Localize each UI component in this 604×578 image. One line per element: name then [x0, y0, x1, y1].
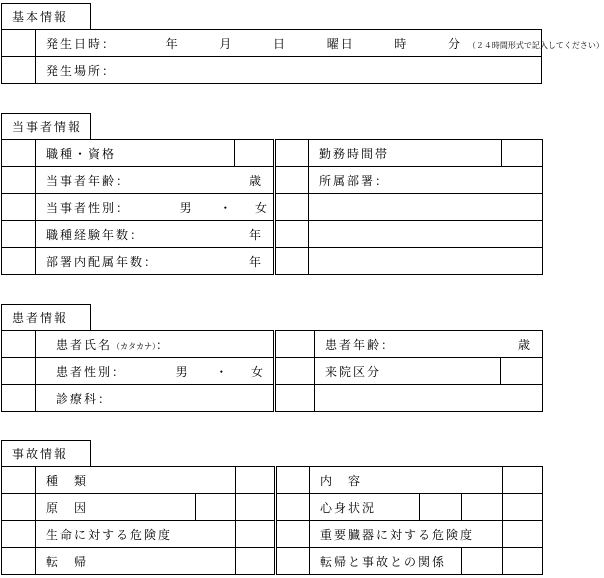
- value-tenki[interactable]: [236, 548, 276, 575]
- row-tenki: [2, 548, 543, 575]
- option-male[interactable]: 男: [175, 364, 190, 379]
- row-shinryouka: [2, 385, 543, 412]
- row-haizoku: [2, 248, 543, 275]
- label-shokushu-shikaku: 職種・資格: [36, 140, 235, 167]
- label-shurui: 種 類: [36, 467, 236, 494]
- label-raiin-kubun: 来院区分: [315, 358, 501, 385]
- field-toujisha-seibetsu[interactable]: [36, 194, 275, 221]
- label-kanja-nenrei: 患者年齢：: [325, 337, 396, 352]
- section-header-jiko: 事故情報: [1, 440, 91, 466]
- value-shinshin-1[interactable]: [420, 494, 462, 521]
- empty-cell-right-k3[interactable]: [315, 385, 543, 412]
- select-cell-naiyou[interactable]: [276, 467, 310, 494]
- select-cell-shokushu[interactable]: [2, 140, 36, 167]
- table-kanja: [1, 330, 543, 412]
- unit-sai: 歳: [248, 173, 263, 188]
- label-kanja-seibetsu: 患者性別：: [56, 364, 127, 379]
- value-shinshin-3[interactable]: [503, 494, 543, 521]
- section-header-kihon: 基本情報: [1, 3, 91, 29]
- row-shurui: [2, 467, 543, 494]
- table-toujisha: [1, 139, 543, 275]
- field-shinryouka[interactable]: [36, 385, 275, 412]
- value-kankei-2[interactable]: [503, 548, 543, 575]
- label-kankei: 転帰と事故との関係: [310, 548, 462, 575]
- section-header-kanja: 患者情報: [1, 304, 91, 330]
- row-keiken: [2, 221, 543, 248]
- row-kanja-shimei: [2, 331, 543, 358]
- unit-minute: 分: [448, 36, 463, 51]
- value-seimei-kikendo[interactable]: [236, 521, 276, 548]
- row-nenrei: [2, 167, 543, 194]
- label-toujisha-seibetsu: 当事者性別：: [46, 200, 131, 215]
- value-raiin-kubun[interactable]: [501, 358, 543, 385]
- label-kinmu-jikantai: 勤務時間帯: [309, 140, 502, 167]
- separator-dot: ・: [219, 200, 234, 215]
- empty-cell-right-5[interactable]: [309, 248, 543, 275]
- field-haizoku-nensuu[interactable]: [36, 248, 275, 275]
- value-kinmu-jikantai[interactable]: [502, 140, 543, 167]
- select-cell-nenrei[interactable]: [2, 167, 36, 194]
- select-cell-hassei-nichiji[interactable]: [2, 30, 36, 57]
- label-keiken-nensuu: 職種経験年数：: [46, 227, 145, 242]
- option-male[interactable]: 男: [179, 200, 194, 215]
- option-female[interactable]: 女: [251, 364, 266, 379]
- select-cell-shozoku[interactable]: [275, 167, 309, 194]
- table-kihon: [1, 29, 604, 84]
- row-seibetsu: [2, 194, 543, 221]
- label-tenki: 転 帰: [36, 548, 236, 575]
- select-cell-haizoku[interactable]: [2, 248, 36, 275]
- select-cell-seibetsu[interactable]: [2, 194, 36, 221]
- option-female[interactable]: 女: [255, 200, 270, 215]
- unit-nen: 年: [248, 227, 263, 242]
- label-seimei-kikendo: 生命に対する危険度: [36, 521, 236, 548]
- select-cell-kanja-shimei[interactable]: [2, 331, 36, 358]
- value-genin-1[interactable]: [196, 494, 236, 521]
- select-cell-right-k3[interactable]: [275, 385, 315, 412]
- select-cell-kinmu[interactable]: [275, 140, 309, 167]
- label-shinryouka: 診療科：: [56, 391, 113, 406]
- select-cell-right-4[interactable]: [275, 221, 309, 248]
- label-toujisha-nenrei: 当事者年齢：: [46, 173, 131, 188]
- value-shokushu-shikaku[interactable]: [235, 140, 275, 167]
- select-cell-kankei[interactable]: [276, 548, 310, 575]
- field-toujisha-nenrei[interactable]: [36, 167, 275, 194]
- select-cell-zouki[interactable]: [276, 521, 310, 548]
- separator-dot: ・: [215, 364, 230, 379]
- row-shokushu: [2, 140, 543, 167]
- unit-hour: 時: [394, 36, 409, 51]
- field-keiken-nensuu[interactable]: [36, 221, 275, 248]
- label-hassei-basho: 発生場所：: [46, 63, 117, 78]
- label-naiyou: 内 容: [310, 467, 503, 494]
- unit-youbi: 曜日: [326, 36, 355, 51]
- value-zouki-kikendo[interactable]: [503, 521, 543, 548]
- section-header-toujisha: 当事者情報: [1, 113, 91, 139]
- unit-nen: 年: [248, 254, 263, 269]
- select-cell-right-5[interactable]: [275, 248, 309, 275]
- select-cell-tenki[interactable]: [2, 548, 36, 575]
- label-shinshin-joukyou: 心身状況: [310, 494, 420, 521]
- unit-month: 月: [219, 36, 234, 51]
- row-kanja-seibetsu: [2, 358, 543, 385]
- value-genin-2[interactable]: [236, 494, 276, 521]
- label-colon: ：: [156, 337, 171, 352]
- select-cell-shinshin[interactable]: [276, 494, 310, 521]
- unit-day: 日: [273, 36, 288, 51]
- value-shinshin-2[interactable]: [462, 494, 503, 521]
- label-kanja-shimei: 患者氏名: [56, 337, 113, 352]
- label-shozoku-busho: 所属部署：: [319, 173, 390, 188]
- label-haizoku-nensuu: 部署内配属年数：: [46, 254, 159, 269]
- table-jiko: [1, 466, 543, 575]
- field-hassei-basho[interactable]: [36, 57, 542, 84]
- select-cell-kikendo[interactable]: [2, 521, 36, 548]
- note-24h: （２４時間形式で記入してください）: [467, 40, 604, 50]
- row-genin: [2, 494, 543, 521]
- label-zouki-kikendo: 重要臓器に対する危険度: [310, 521, 503, 548]
- field-kanja-seibetsu[interactable]: [36, 358, 275, 385]
- select-cell-genin[interactable]: [2, 494, 36, 521]
- select-cell-shurui[interactable]: [2, 467, 36, 494]
- select-cell-kanja-nenrei[interactable]: [275, 331, 315, 358]
- empty-cell-right-4[interactable]: [309, 221, 543, 248]
- field-kanja-shimei[interactable]: [36, 331, 275, 358]
- empty-cell-right-3[interactable]: [309, 194, 543, 221]
- select-cell-kanja-seibetsu[interactable]: [2, 358, 36, 385]
- select-cell-shinryouka[interactable]: [2, 385, 36, 412]
- field-hassei-nichiji[interactable]: [36, 30, 604, 57]
- row-kikendo: [2, 521, 543, 548]
- value-naiyou[interactable]: [503, 467, 543, 494]
- label-hassei-nichiji: 発生日時：: [46, 36, 117, 51]
- value-shurui[interactable]: [236, 467, 276, 494]
- row-hassei-basho: [2, 57, 542, 84]
- unit-sai: 歳: [517, 337, 532, 352]
- value-kankei-1[interactable]: [462, 548, 503, 575]
- field-shozoku-busho[interactable]: [309, 167, 543, 194]
- label-genin: 原 因: [36, 494, 196, 521]
- select-cell-right-3[interactable]: [275, 194, 309, 221]
- unit-year: 年: [165, 36, 180, 51]
- select-cell-hassei-basho[interactable]: [2, 57, 36, 84]
- field-kanja-nenrei[interactable]: [315, 331, 543, 358]
- select-cell-raiin[interactable]: [275, 358, 315, 385]
- label-katakana: （カタカナ）: [112, 341, 157, 351]
- row-hassei-nichiji: [2, 30, 542, 57]
- select-cell-keiken[interactable]: [2, 221, 36, 248]
